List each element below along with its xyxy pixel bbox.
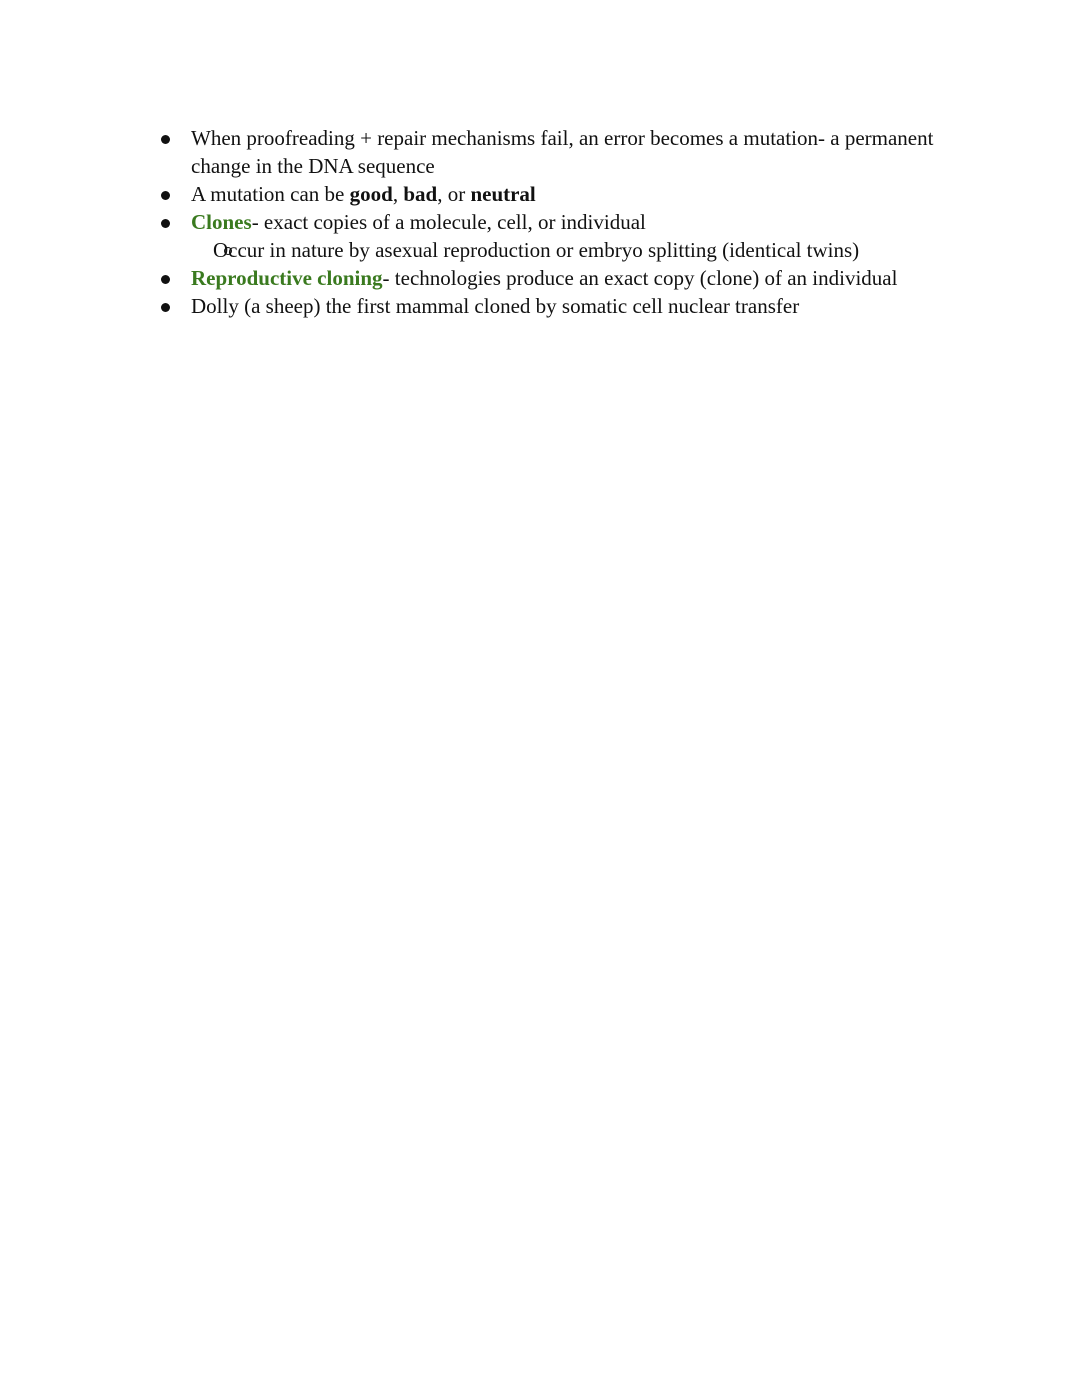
- bullet-icon: [161, 275, 170, 284]
- definition-text: - technologies produce an exact copy (clone) of an individual: [382, 266, 898, 290]
- bold-term-bad: bad: [403, 182, 438, 206]
- bullet-list: [150, 124, 950, 320]
- sub-list: [191, 236, 950, 264]
- sub-list-item: [150, 236, 950, 264]
- list-item: [150, 180, 950, 208]
- bullet-icon: [161, 135, 170, 144]
- list-item-text: Dolly (a sheep) the first mammal cloned by somatic cell nuclear transfer: [191, 294, 800, 318]
- separator: , or: [437, 182, 471, 206]
- bullet-icon: [161, 219, 170, 228]
- list-item: [150, 292, 950, 320]
- highlighted-term: Clones: [191, 210, 252, 234]
- separator: ,: [392, 182, 404, 206]
- definition-text: - exact copies of a molecule, cell, or individual: [251, 210, 646, 234]
- bullet-icon: [161, 303, 170, 312]
- bullet-icon: [161, 191, 170, 200]
- highlighted-term: Reproductive cloning: [191, 266, 383, 290]
- list-item: [150, 264, 950, 292]
- list-item-text-prefix: A mutation can be: [191, 182, 350, 206]
- hollow-bullet-icon: [224, 247, 232, 255]
- list-item: [150, 208, 950, 264]
- notes-content: [150, 124, 950, 320]
- sub-list-item-text: Occur in nature by asexual reproduction or embryo splitting (identical twins): [213, 238, 860, 262]
- list-item-text: When proofreading + repair mechanisms fail, an error becomes a mutation- a permanent change in the DNA sequence: [191, 126, 934, 178]
- bold-term-good: good: [349, 182, 393, 206]
- bold-term-neutral: neutral: [470, 182, 536, 206]
- list-item: [150, 124, 950, 180]
